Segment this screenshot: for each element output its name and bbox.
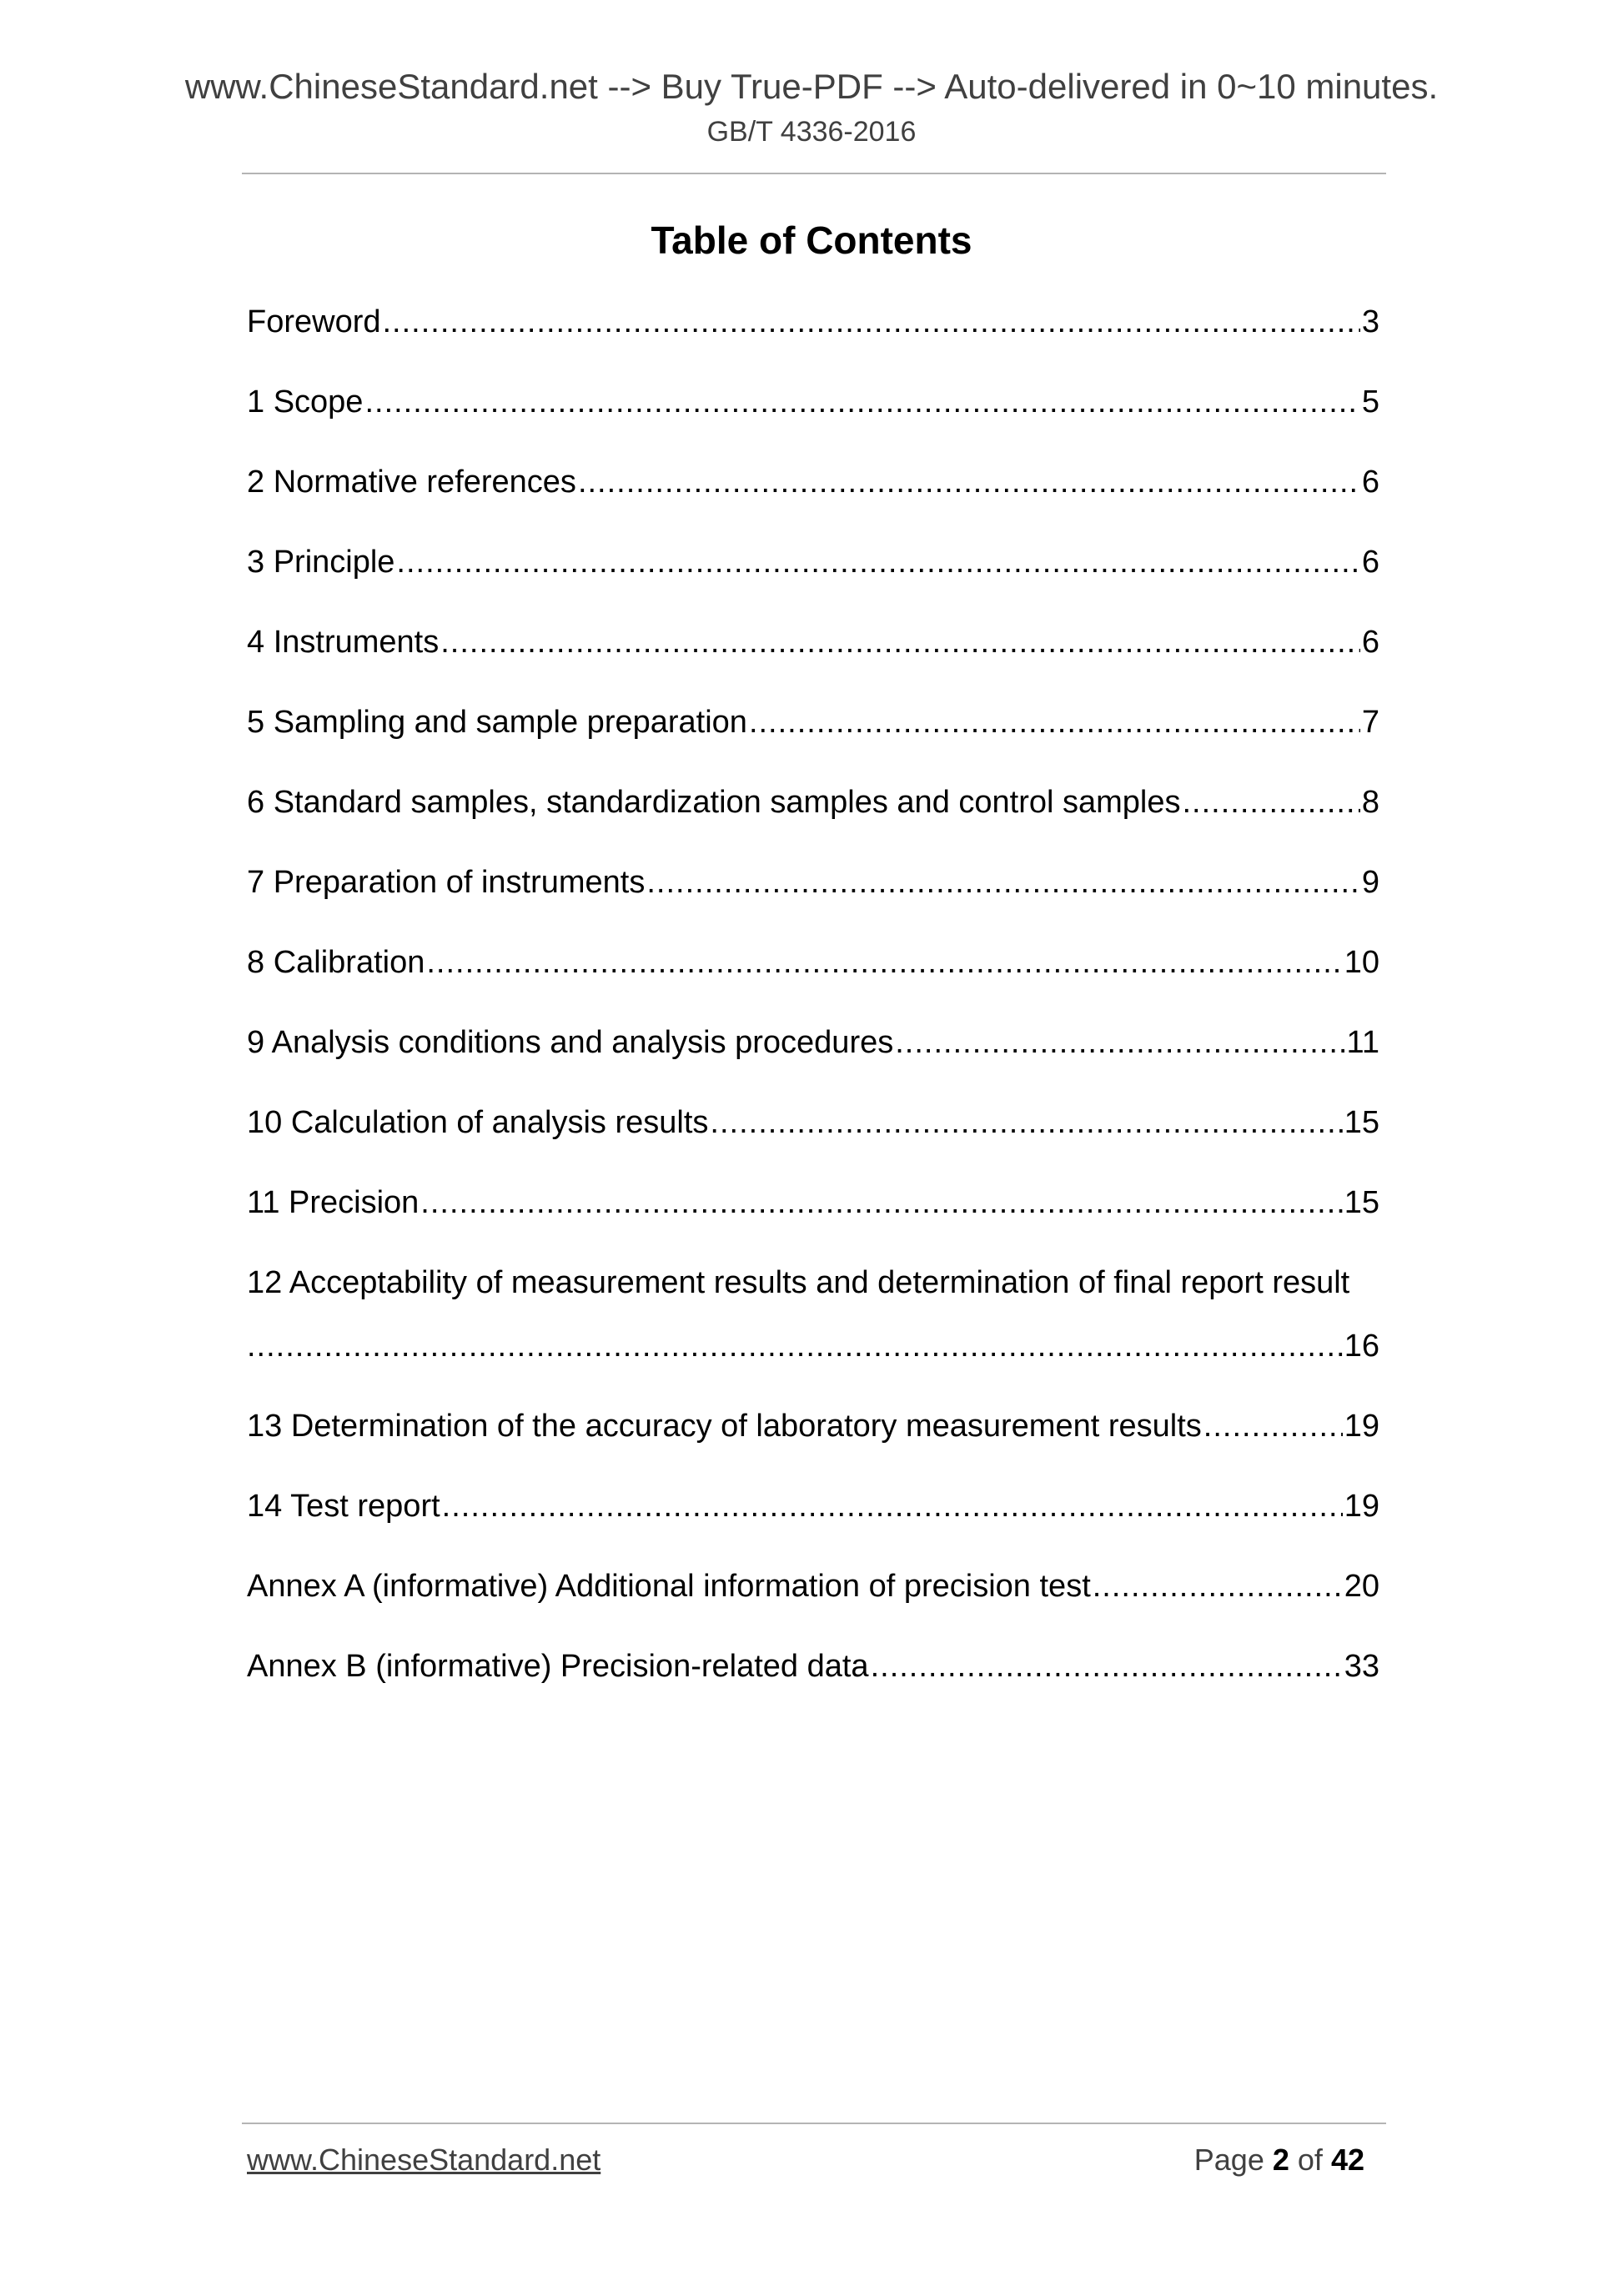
toc-entry-foreword[interactable] xyxy=(247,302,1379,342)
toc-entry-preparation-of-instruments[interactable] xyxy=(247,862,1379,902)
toc-entry-label: 12 Acceptability of measurement results and determination of final report result xyxy=(247,1265,1350,1300)
page-number xyxy=(1194,2140,1364,2180)
dot-leader xyxy=(364,382,1359,422)
toc-entry-page: 16 xyxy=(1344,1329,1379,1364)
toc-entry-label: Annex B (informative) Precision-related data xyxy=(247,1649,869,1684)
dot-leader xyxy=(1203,1406,1343,1446)
toc-entry-instruments[interactable] xyxy=(247,622,1379,662)
toc-entry-page: 15 xyxy=(1344,1185,1379,1220)
toc-entry-annex-a[interactable] xyxy=(247,1566,1379,1606)
toc-entry-page: 9 xyxy=(1361,865,1379,900)
toc-entry-calculation[interactable] xyxy=(247,1103,1379,1143)
dot-leader xyxy=(895,1022,1344,1063)
toc-entry-page: 5 xyxy=(1361,384,1379,420)
dot-leader xyxy=(247,1326,1343,1366)
toc-entry-page: 8 xyxy=(1361,785,1379,820)
toc-entry-calibration[interactable] xyxy=(247,942,1379,982)
toc-entry-scope[interactable] xyxy=(247,382,1379,422)
standard-code: GB/T 4336-2016 xyxy=(706,116,917,148)
toc-entry-annex-b[interactable] xyxy=(247,1646,1379,1686)
toc-entry-page: 15 xyxy=(1344,1105,1379,1140)
dot-leader xyxy=(710,1103,1342,1143)
toc-entry-page: 20 xyxy=(1344,1569,1379,1604)
toc-entry-page: 11 xyxy=(1346,1025,1379,1060)
dot-leader xyxy=(749,702,1360,742)
toc-entry-label: 14 Test report xyxy=(247,1489,440,1524)
toc-entry-page: 19 xyxy=(1344,1409,1379,1444)
toc-entry-label: 4 Instruments xyxy=(247,625,440,660)
dot-leader xyxy=(426,942,1342,982)
dot-leader xyxy=(440,622,1360,662)
toc-entry-test-report[interactable] xyxy=(247,1486,1379,1526)
toc-entry-analysis-conditions[interactable] xyxy=(247,1022,1379,1063)
page-title: Table of Contents xyxy=(651,219,972,262)
dot-leader xyxy=(871,1646,1343,1686)
table-of-contents xyxy=(247,302,1379,1726)
toc-entry-sampling[interactable] xyxy=(247,702,1379,742)
footer-divider xyxy=(242,2123,1386,2124)
dot-leader xyxy=(383,302,1360,342)
toc-entry-label: 5 Sampling and sample preparation xyxy=(247,705,747,740)
toc-entry-label: 2 Normative references xyxy=(247,465,576,500)
toc-entry-page: 6 xyxy=(1361,625,1379,660)
page-prefix: Page xyxy=(1193,2143,1264,2177)
page-current: 2 xyxy=(1272,2143,1289,2177)
toc-entry-precision[interactable] xyxy=(247,1183,1379,1223)
dot-leader xyxy=(1183,782,1360,822)
toc-entry-label: Annex A (informative) Additional information of precision test xyxy=(247,1569,1091,1604)
dot-leader xyxy=(420,1183,1342,1223)
toc-entry-accuracy[interactable] xyxy=(247,1406,1379,1446)
dot-leader xyxy=(1093,1566,1343,1606)
page-of: of xyxy=(1297,2143,1323,2177)
toc-entry-label: 8 Calibration xyxy=(247,945,425,980)
header-divider xyxy=(242,173,1386,174)
dot-leader xyxy=(646,862,1360,902)
toc-entry-page: 6 xyxy=(1361,465,1379,500)
toc-entry-page: 7 xyxy=(1361,705,1379,740)
toc-entry-label: 6 Standard samples, standardization samples and control samples xyxy=(247,785,1181,820)
toc-entry-label: 11 Precision xyxy=(247,1185,420,1220)
toc-entry-standard-samples[interactable] xyxy=(247,782,1379,822)
toc-entry-label: 9 Analysis conditions and analysis procedures xyxy=(247,1025,894,1060)
toc-entry-page: 6 xyxy=(1361,545,1379,580)
toc-entry-page: 33 xyxy=(1344,1649,1379,1684)
toc-entry-page: 3 xyxy=(1361,304,1379,339)
toc-entry-label: 1 Scope xyxy=(247,384,364,420)
toc-entry-acceptability[interactable] xyxy=(247,1263,1379,1366)
toc-entry-principle[interactable] xyxy=(247,542,1379,582)
dot-leader xyxy=(396,542,1359,582)
toc-entry-page: 19 xyxy=(1344,1489,1379,1524)
toc-entry-label: Foreword xyxy=(247,304,381,339)
toc-entry-page: 10 xyxy=(1344,945,1379,980)
toc-entry-label: 13 Determination of the accuracy of laboratory measurement results xyxy=(247,1409,1202,1444)
toc-entry-label: 7 Preparation of instruments xyxy=(247,865,646,900)
dot-leader xyxy=(578,462,1360,502)
header-banner: www.ChineseStandard.net --> Buy True-PDF --> Auto-delivered in 0~10 minutes. xyxy=(184,67,1439,106)
footer-site-link[interactable]: www.ChineseStandard.net xyxy=(247,2143,601,2177)
toc-entry-normative-references[interactable] xyxy=(247,462,1379,502)
toc-entry-label: 10 Calculation of analysis results xyxy=(247,1105,709,1140)
toc-entry-label: 3 Principle xyxy=(247,545,395,580)
dot-leader xyxy=(442,1486,1343,1526)
page-total: 42 xyxy=(1330,2143,1364,2177)
